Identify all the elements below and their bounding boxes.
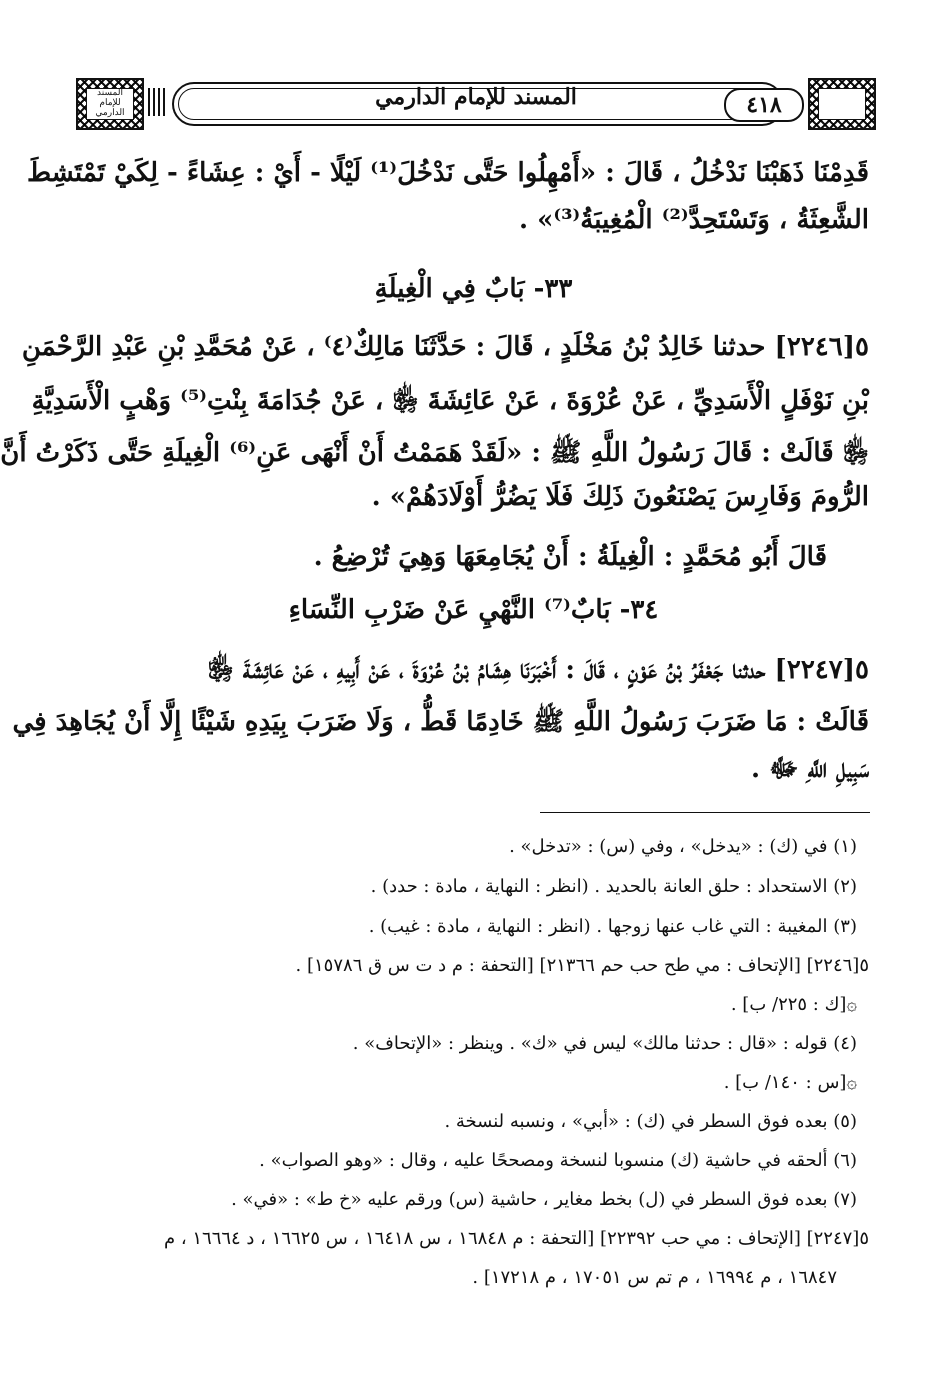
- page-number: ٤١٨: [724, 88, 804, 122]
- page-header: [76, 78, 876, 130]
- footnote: (٢) الاستحداد : حلق العانة بالحديد . (انظر : النهاية ، مادة : حدد) .: [370, 876, 857, 897]
- hadith-line: ﵂ قَالَتْ : قَالَ رَسُولُ اللَّهِ ﷺ : «لَقَدْ هَمَمْتُ أَنْ أَنْهَى عَنِ⁽⁶⁾ الْغِيلَةِ حَتَّى ذَكَرْتُ أَنَّ: [0, 438, 869, 468]
- section-heading: ٣٤- بَابٌ⁽⁷⁾ النَّهْيِ عَنْ ضَرْبِ النِّسَاءِ: [288, 595, 659, 625]
- hadith-line: ٥[٢٢٤٧] حدثنا جَعْفَرُ بْنُ عَوْنٍ ، قَالَ : أَخْبَرَنَا هِشَامُ بْنُ عُرْوَةَ ، عَنْ أَبِيهِ ، عَنْ عَائِشَةَ ﵂: [207, 655, 869, 685]
- footnote: ١٦٨٤٧ ، م ١٦٩٩٤ ، م تم س ١٧٠٥١ ، م ١٧٢١٨] .: [472, 1267, 837, 1288]
- running-title: المسند للإمام الدارمي: [375, 84, 577, 110]
- text-line: قَدِمْنَا ذَهَبْنَا نَدْخُلُ ، قَالَ : «أَمْهِلُوا حَتَّى نَدْخُلَ⁽¹⁾ لَيْلًا - أَيْ : عِشَاءً - لِكَيْ تَمْتَشِطَ: [27, 158, 869, 188]
- footnote: (١) في (ك) : «يدخل» ، وفي (س) : «تدخل» .: [509, 836, 857, 857]
- footnote-separator: [540, 812, 870, 813]
- footnote: ٥[٢٢٤٦] [الإتحاف : مي طح حب حم ٢١٣٦٦] [التحفة : م د ت س ق ١٥٧٨٦] .: [295, 955, 869, 976]
- footnote: ۞[س : ١٤٠/ ب] .: [723, 1072, 857, 1093]
- hadith-line: سَبِيلِ اللَّهِ ﷻ .: [751, 754, 869, 784]
- footnote: (٦) ألحقه في حاشية (ك) منسوبا لنسخة ومصححًا عليه ، وقال : «وهو الصواب» .: [259, 1150, 857, 1171]
- hadith-line: الرُّومَ وَفَارِسَ يَصْنَعُونَ ذَلِكَ فَلَا يَضُرُّ أَوْلَادَهُمْ» .: [371, 482, 869, 512]
- text-line: الشَّعِثَةُ ، وَتَسْتَحِدَّ⁽²⁾ الْمُغِيبَةُ⁽³⁾» .: [519, 205, 869, 235]
- hadith-line: ٥[٢٢٤٦] حدثنا خَالِدُ بْنُ مَخْلَدٍ ، قَالَ : حَدَّثَنَا مَالِكٌ⁽٤⁾ ، عَنْ مُحَمَّدِ بْنِ عَبْدِ الرَّحْمَنِ: [21, 332, 869, 362]
- corner-ornament: [808, 78, 876, 130]
- footnote: (٣) المغيبة : التي غاب عنها زوجها . (انظر : النهاية ، مادة : غيب) .: [368, 916, 857, 937]
- decorative-band: [148, 88, 168, 116]
- footnote: (٧) بعده فوق السطر في (ل) بخط مغاير ، حاشية (س) ورقم عليه «خ ط» : «في» .: [231, 1189, 857, 1210]
- footnote: (٤) قوله : «قال : حدثنا مالك» ليس في «ك» . وينظر : «الإتحاف» .: [352, 1033, 857, 1054]
- footnote: ٥[٢٢٤٧] [الإتحاف : مي حب ٢٢٣٩٢] [التحفة : م ١٦٨٤٨ ، س ١٦٤١٨ ، س ١٦٦٢٥ ، د ١٦٦٦٤ ، م: [163, 1228, 869, 1249]
- footnote: (٥) بعده فوق السطر في (ك) : «أبي» ، ونسبه لنسخة .: [444, 1111, 857, 1132]
- section-heading: ٣٣- بَابٌ فِي الْغِيلَةِ: [374, 274, 573, 304]
- emblem-text: المسند للإمام الدارمي: [86, 88, 134, 120]
- corner-ornament-center: [818, 88, 866, 120]
- footnote: ۞[ك : ٢٢٥/ ب] .: [730, 994, 857, 1015]
- hadith-line: بْنِ نَوْفَلٍ الْأَسَدِيِّ ، عَنْ عُرْوَةَ ، عَنْ عَائِشَةَ ﵂ ، عَنْ جُدَامَةَ بِنْتِ⁽⁵⁾ وَهْبٍ الْأَسَدِيَّةِ: [31, 386, 869, 416]
- hadith-line: قَالَتْ : مَا ضَرَبَ رَسُولُ اللَّهِ ﷺ خَادِمًا قَطُّ ، وَلَا ضَرَبَ بِيَدِهِ شَيْئًا إِلَّا أَنْ يُجَاهِدَ فِي: [12, 707, 869, 737]
- commentary-line: قَالَ أَبُو مُحَمَّدٍ : الْغِيلَةُ : أَنْ يُجَامِعَهَا وَهِيَ تُرْضِعُ .: [313, 542, 827, 572]
